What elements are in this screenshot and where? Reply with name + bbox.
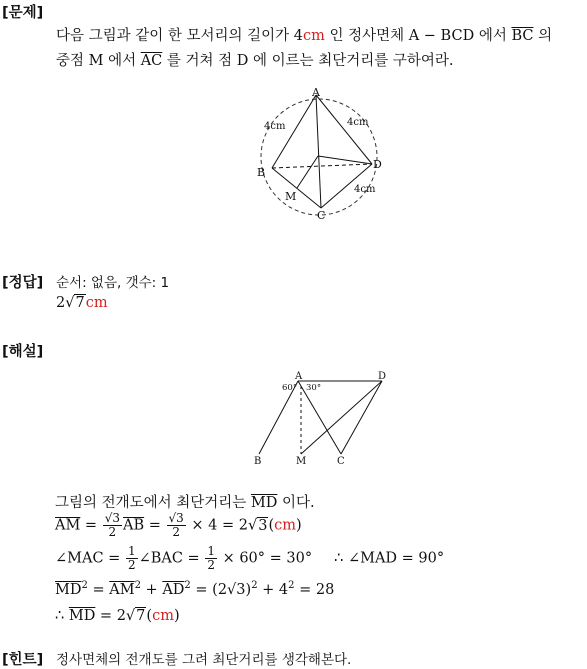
- answer-line-1: 순서: 없음, 갯수: 1: [56, 275, 170, 291]
- edge-bd-hidden: [272, 164, 372, 168]
- path-p-d: [318, 156, 372, 164]
- solution-line-3: ∠MAC = $\frac{1}{2}$ ∠BAC = $\frac{1}{2}$ × 60° = 30° ∴ ∠MAD = 90°: [55, 544, 445, 572]
- solution-line-1: 그림의 전개도에서 최단거리는 $\overline{MD}$ 이다.: [55, 495, 315, 511]
- edge-ac: [316, 95, 321, 208]
- problem-header: [문제]: [2, 5, 44, 21]
- problem-line-1: 다음 그림과 같이 한 모서리의 길이가 4cm 인 정사면체 A − BCD 에서 $\overline{BC}$ 의: [56, 28, 553, 44]
- label-m: M: [285, 190, 297, 203]
- net-angle-60: 60°: [282, 383, 298, 393]
- label-c: C: [317, 209, 326, 222]
- problem-line-2: 중점 M 에서 $\overline{AC}$ 를 거쳐 점 D 에 이르는 최단거리를 구하여라.: [56, 53, 454, 69]
- edge-ad: [316, 95, 372, 164]
- net-angle-30: 30°: [306, 383, 322, 393]
- path-m-p: [297, 156, 318, 188]
- solution-header: [해설]: [2, 344, 44, 360]
- answer-header: [정답]: [2, 275, 44, 291]
- segment-ac: $\overline{AC}$: [140, 53, 163, 69]
- net-label-m: M: [296, 456, 307, 466]
- segment-bc: $\overline{BC}$: [511, 28, 534, 44]
- answer-value: 2√7cm: [56, 295, 108, 311]
- net-label-a: A: [295, 371, 303, 382]
- edge-label-ad: 4cm: [347, 117, 369, 128]
- label-d: D: [373, 158, 382, 171]
- net-label-b: B: [254, 456, 262, 466]
- edge-label-ab: 4cm: [264, 121, 286, 132]
- edge-label-cd: 4cm: [354, 184, 376, 195]
- solution-line-2: $\overline{AM}$ = $\frac{√3}{2}$ $\overline{AB}$ = $\frac{√3}{2}$ × 4 = 2√3(cm): [55, 511, 302, 539]
- net-figure: [250, 368, 398, 466]
- edge-bc: [272, 168, 321, 208]
- tetrahedron-figure: [250, 84, 390, 226]
- answer-unit: cm: [85, 295, 108, 311]
- hint-header: [힌트]: [2, 652, 44, 668]
- net-label-c: C: [337, 456, 345, 466]
- net-label-d: D: [378, 371, 387, 382]
- unit-cm: cm: [302, 28, 325, 44]
- solution-line-4: $\overline{MD}^2 = \overline{AM}^2 + \overline{AD}^2 = (2√3)^2 + 4^2 = 28$: [55, 580, 335, 598]
- label-b: B: [257, 166, 266, 179]
- label-a: A: [312, 86, 320, 99]
- solution-line-5: ∴ $\overline{MD} = 2√7(cm)$: [55, 608, 180, 624]
- net-edge-cd: [341, 381, 382, 454]
- hint-text: 정사면체의 전개도를 그려 최단거리를 생각해본다.: [56, 652, 352, 668]
